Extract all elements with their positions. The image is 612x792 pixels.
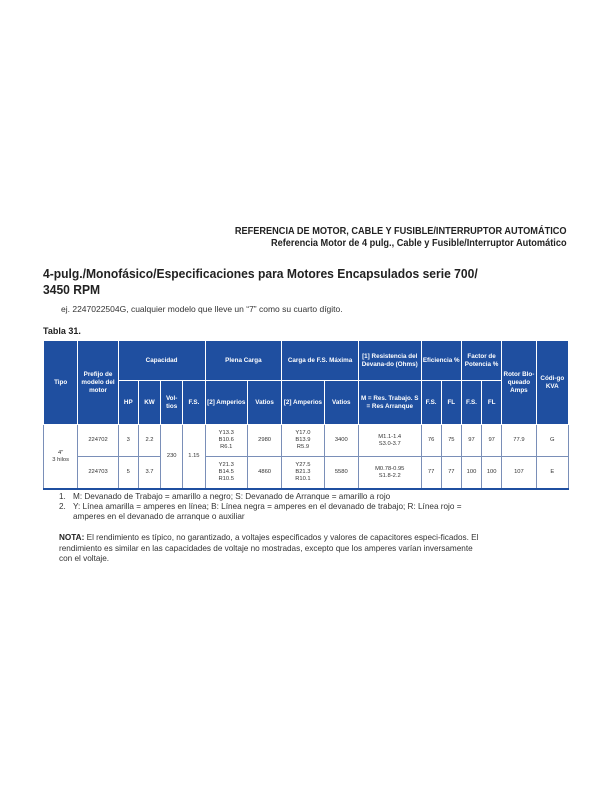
cell-vatios-pc: 2980	[247, 425, 281, 457]
footnote-number: 2.	[59, 502, 66, 511]
cell-vatios-pc: 4860	[247, 457, 281, 490]
cell-kw: 2.2	[138, 425, 160, 457]
header-vatios-pc: Vatios	[247, 381, 281, 425]
header-voltios: Vol-tios	[161, 381, 183, 425]
motor-spec-table	[43, 340, 569, 490]
cell-ef-fs: 77	[421, 457, 441, 490]
nota-text: El rendimiento es típico, no garantizado, a voltajes especificados y valores de capacitores especi-ficados. El rendimiento es similar en las capacidades de voltaje no mostradas, excepto que los amperes varían inversamente con el voltaje.	[59, 533, 479, 563]
cell-ef-fl: 75	[441, 425, 461, 457]
cell-hp: 5	[118, 457, 138, 490]
cell-resistencia	[358, 425, 421, 457]
header-prefijo: Prefijo de modelo del motor	[78, 341, 118, 425]
cell-voltios: 230	[161, 425, 183, 490]
header-plena-carga: Plena Carga	[205, 341, 282, 381]
amp-fs-r: R5.9	[296, 444, 310, 450]
header-ef-fs: F.S.	[421, 381, 441, 425]
header-resistencia-sub: M = Res. Trabajo. S = Res Arranque	[358, 381, 421, 425]
amp-fs-y: Y17.0	[295, 430, 311, 436]
footnote-text: Y: Línea amarilla = amperes en línea; B: Línea negra = amperes en el devanado de trabajo; R: Línea rojo = amperes en el devanado de arranque o auxiliar	[73, 502, 462, 521]
cell-kw: 3.7	[138, 457, 160, 490]
tipo-line-1: 4"	[58, 449, 64, 456]
header-vatios-fs: Vatios	[324, 381, 358, 425]
footnote	[59, 502, 479, 522]
header-capacidad: Capacidad	[118, 341, 205, 381]
cell-fp-fs: 97	[461, 425, 481, 457]
cell-fp-fl: 100	[482, 457, 502, 490]
nota-paragraph	[59, 533, 479, 565]
footnotes	[59, 492, 479, 522]
cell-prefijo: 224702	[78, 425, 118, 457]
header-line-1: REFERENCIA DE MOTOR, CABLE Y FUSIBLE/INTERRUPTOR AUTOMÁTICO	[235, 226, 567, 237]
cell-hp: 3	[118, 425, 138, 457]
header-fs: F.S.	[183, 381, 205, 425]
tipo-line-2: 3 hilos	[52, 456, 70, 463]
cell-rotor: 107	[502, 457, 536, 490]
res-m: M0.78-0.95	[375, 465, 405, 472]
cell-vatios-fs: 5580	[324, 457, 358, 490]
cell-amperios-pc	[205, 425, 247, 457]
cell-prefijo: 224703	[78, 457, 118, 490]
cell-tipo	[44, 425, 78, 490]
example-text: ej. 2247022504G, cualquier modelo que lleve un “7” como su cuarto dígito.	[61, 304, 343, 314]
cell-fs: 1.15	[183, 425, 205, 490]
amp-fs-b: B21.3	[295, 469, 311, 475]
table-row	[44, 457, 569, 490]
cell-ef-fs: 76	[421, 425, 441, 457]
res-m: M1.1-1.4	[378, 433, 402, 440]
cell-codigo: E	[536, 457, 568, 490]
header-hp: HP	[118, 381, 138, 425]
table-row	[44, 425, 569, 457]
header-fp-fl: FL	[482, 381, 502, 425]
header-ef-fl: FL	[441, 381, 461, 425]
res-s: S3.0-3.7	[378, 440, 401, 447]
section-title	[43, 266, 527, 298]
nota-label: NOTA:	[59, 533, 85, 542]
amp-fs-y: Y27.5	[295, 462, 311, 468]
header-carga-fs: Carga de F.S. Máxima	[282, 341, 359, 381]
header-tipo: Tipo	[44, 341, 78, 425]
header-kw: KW	[138, 381, 160, 425]
header-eficiencia: Eficiencia %	[421, 341, 461, 381]
footnote	[59, 492, 479, 502]
footnote-text: M: Devanado de Trabajo = amarillo a negro; S: Devanado de Arranque = amarillo a rojo	[73, 492, 391, 501]
amp-pc-r: R10.5	[218, 476, 234, 482]
header-rotor: Rotor Blo-queado Amps	[502, 341, 536, 425]
header-factor-potencia: Factor de Potencia %	[461, 341, 501, 381]
cell-ef-fl: 77	[441, 457, 461, 490]
table-label: Tabla 31.	[43, 326, 81, 336]
amp-pc-y: Y21.3	[218, 462, 234, 468]
cell-vatios-fs: 3400	[324, 425, 358, 457]
amp-pc-y: Y13.3	[218, 430, 234, 436]
header-amperios-pc: [2] Amperios	[205, 381, 247, 425]
amp-pc-b: B14.5	[218, 469, 234, 475]
header-fp-fs: F.S.	[461, 381, 481, 425]
header-amperios-fs: [2] Amperios	[282, 381, 324, 425]
amp-fs-r: R10.1	[295, 476, 311, 482]
footnote-number: 1.	[59, 492, 66, 501]
cell-fp-fl: 97	[482, 425, 502, 457]
section-title-line-1: 4-pulg./Monofásico/Especificaciones para Motores Encapsulados serie 700/	[43, 266, 478, 281]
header-codigo: Códi-go KVA	[536, 341, 568, 425]
cell-amperios-pc	[205, 457, 247, 490]
cell-fp-fs: 100	[461, 457, 481, 490]
amp-pc-b: B10.6	[218, 437, 234, 443]
section-title-line-2: 3450 RPM	[43, 282, 101, 297]
cell-amperios-fs	[282, 425, 324, 457]
cell-codigo: G	[536, 425, 568, 457]
page-header	[235, 226, 567, 250]
cell-amperios-fs	[282, 457, 324, 490]
amp-fs-b: B13.9	[295, 437, 311, 443]
cell-rotor: 77.9	[502, 425, 536, 457]
header-resistencia: [1] Resistencia del Devana-do (Ohms)	[358, 341, 421, 381]
amp-pc-r: R6.1	[220, 444, 233, 450]
header-line-2: Referencia Motor de 4 pulg., Cable y Fusible/Interruptor Automático	[271, 238, 567, 249]
res-s: S1.8-2.2	[378, 472, 401, 479]
cell-resistencia	[358, 457, 421, 490]
